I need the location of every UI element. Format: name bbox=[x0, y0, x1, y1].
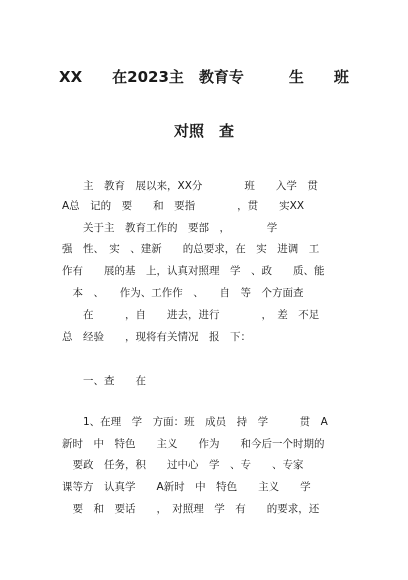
body-line: 总 经验 ，现将有关情况 报 下： bbox=[62, 331, 251, 343]
body-line: 1、在理 学 方面：班 成员 持 学 贯 A bbox=[62, 416, 328, 428]
body-line: 在 ，自 进去，进行 ， 差 不足 bbox=[62, 309, 320, 321]
body-line: 课等方 认真学 A新时 中 特色 主义 学 bbox=[62, 481, 311, 493]
body-line: 要政 任务，积 过中心 学 、专 、专家 bbox=[62, 459, 304, 471]
body-line: 本 、 作为、工作作 、 自 等 个方面查 bbox=[62, 287, 304, 299]
body-line: 主 教育 展以来，XX分 班 入学 贯 bbox=[62, 180, 318, 192]
section-heading: 一、查 在 bbox=[62, 375, 146, 387]
body-line: 作有 展的基 上，认真对照理 学 、政 质、能 bbox=[62, 265, 325, 277]
body-line: 新时 中 特色 主义 作为 和今后一个时期的 bbox=[62, 438, 325, 450]
document-title-line-1: XX 在2023主 教育专 生 班 bbox=[59, 68, 349, 86]
document-title-line-2: 对照 查 bbox=[173, 122, 234, 140]
body-line: A总 记的 要 和 要指 ，贯 实XX bbox=[62, 200, 305, 212]
body-line: 关于主 教育工作的 要部 ， 学 bbox=[62, 222, 278, 234]
body-line: 强 性、 实 、建新 的总要求，在 实 进调 工 bbox=[62, 243, 320, 255]
body-line: 要 和 要话 ， 对照理 学 有 的要求，还 bbox=[62, 503, 320, 515]
